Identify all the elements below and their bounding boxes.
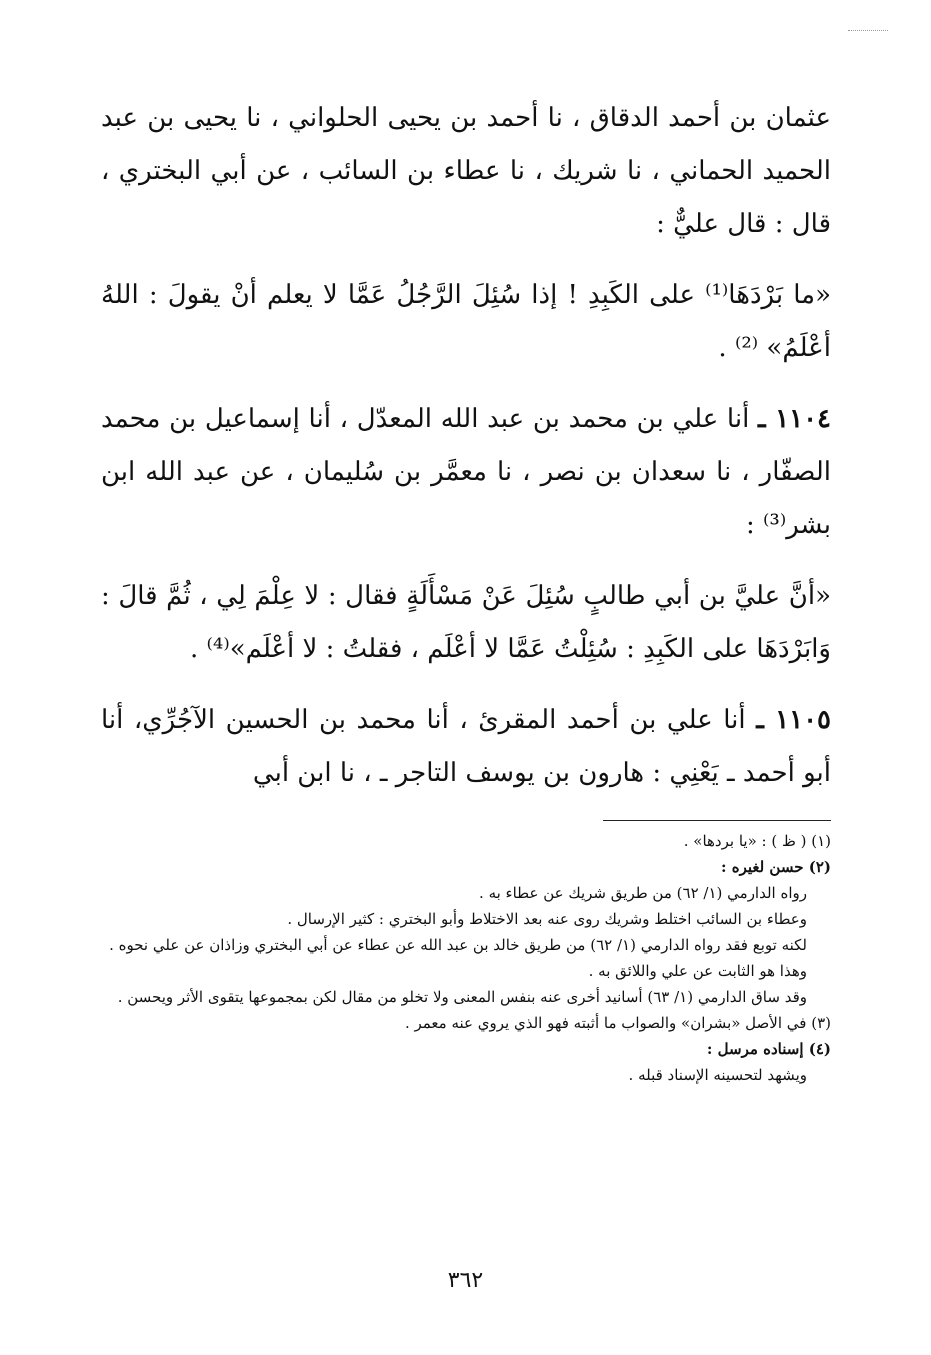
footnote-1: (١) ( ظ ) : «يا بردها» .	[683, 832, 831, 850]
hadith-1105	[101, 694, 831, 800]
hadith-1105-text: أنا علي بن أحمد المقرئ ، أنا محمد بن الحسين الآجُرِّي، أنا أبو أحمد ـ يَعْنِي : هارون بن يوسف التاجر ـ ، نا ابن أبي	[101, 705, 831, 788]
paragraph-isnad-1: عثمان بن أحمد الدقاق ، نا أحمد بن يحيى الحلواني ، نا يحيى بن عبد الحميد الحماني ، نا شريك ، نا عطاء بن السائب ، عن أبي البختري ، قال : قال عليٌّ :	[101, 103, 831, 239]
hadith-number-1104: ١١٠٤ ـ	[758, 404, 832, 434]
quote-1: «ما بَرْدَهَا⁽¹⁾ على الكَبِدِ ! إذا سُئِلَ الرَّجُلُ عَمَّا لا يعلم أنْ يقولَ : اللهُ أعْلَمُ» ⁽²⁾ .	[101, 280, 831, 363]
hadith-number-1105: ١١٠٥ ـ	[756, 705, 832, 735]
footnote-2-line: وعطاء بن السائب اختلط وشريك روى عنه بعد الاختلاط وأبو البختري : كثير الإرسال .	[287, 910, 807, 928]
hadith-1104-text: أنا علي بن محمد بن عبد الله المعدّل ، أنا إسماعيل بن محمد الصفّار ، نا سعدان بن نصر ، نا معمَّر بن سُليمان ، عن عبد الله ابن بشر⁽³⁾ :	[101, 404, 831, 540]
footnote-4-heading: (٤) إسناده مرسل :	[706, 1040, 831, 1058]
footnote-3: (٣) في الأصل «بشران» والصواب ما أثبته فهو الذي يروي عنه معمر .	[404, 1014, 831, 1032]
footnote-2-heading: (٢) حسن لغيره :	[720, 858, 831, 876]
footnote-2-line: وهذا هو الثابت عن علي واللائق به .	[588, 962, 807, 980]
footnote-2-line: وقد ساق الدارمي (١/ ٦٣) أسانيد أخرى عنه بنفس المعنى ولا تخلو من مقال لكن بمجموعها يتقوى الأثر ويحسن .	[117, 988, 807, 1006]
quote-2: «أنَّ عليَّ بن أبي طالبٍ سُئِلَ عَنْ مَسْأَلَةٍ فقال : لا عِلْمَ لِي ، ثُمَّ قالَ : وَابَرْدَهَا على الكَبِدِ : سُئِلْتُ عَمَّا لا أعْلَم ، فقلتُ : لا أعْلَم»⁽⁴⁾ .	[101, 581, 831, 664]
footnotes	[101, 828, 831, 1088]
scan-mark	[848, 30, 888, 31]
footnote-2-line: رواه الدارمي (١/ ٦٢) من طريق شريك عن عطاء به .	[479, 884, 807, 902]
footnote-2-line: لكنه توبع فقد رواه الدارمي (١/ ٦٢) من طريق خالد بن عبد الله عن عطاء عن أبي البختري وزاذان عن علي نحوه .	[109, 936, 807, 954]
footnote-4-line: ويشهد لتحسينه الإسناد قبله .	[628, 1066, 807, 1084]
hadith-1104	[101, 393, 831, 552]
main-text	[101, 92, 831, 800]
page-number: ٣٦٢	[447, 1268, 484, 1293]
footnote-separator	[603, 820, 831, 821]
